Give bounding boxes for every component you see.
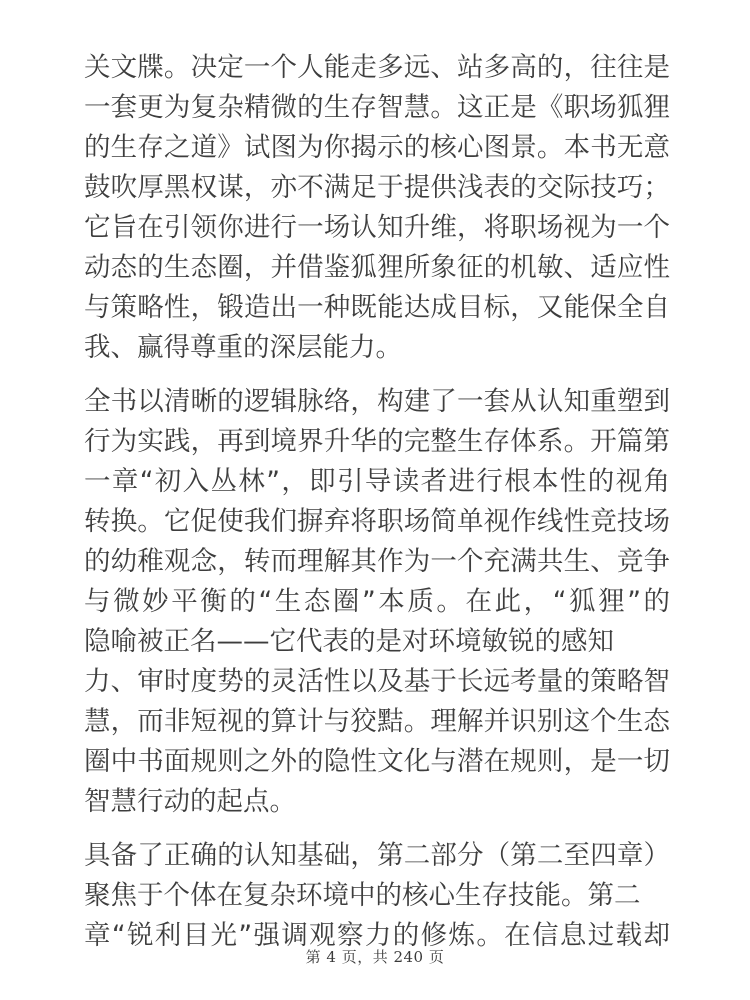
text-line: 慧，而非短视的算计与狡黠。理解并识别这个生态 xyxy=(84,706,670,737)
text-line: 我、赢得尊重的深层能力。 xyxy=(84,332,402,363)
text-line: 关文牒。决定一个人能走多远、站多高的，往往是 xyxy=(84,52,670,83)
text-line: 聚焦于个体在复杂环境中的核心生存技能。第二 xyxy=(84,880,641,911)
text-line: 它旨在引领你进行一场认知升维，将职场视为一个 xyxy=(84,212,670,243)
text-line: 具备了正确的认知基础，第二部分（第二至四章） xyxy=(84,840,670,871)
text-line: 的生存之道》试图为你揭示的核心图景。本书无意 xyxy=(84,132,670,163)
paragraph xyxy=(84,382,670,822)
text-line: 全书以清晰的逻辑脉络，构建了一套从认知重塑到 xyxy=(84,386,670,417)
text-line: 行为实践，再到境界升华的完整生存体系。开篇第 xyxy=(84,426,670,457)
text-line: 力、审时度势的灵活性以及基于长远考量的策略智 xyxy=(84,666,670,697)
paragraph xyxy=(84,48,670,368)
text-line: 与策略性，锻造出一种既能达成目标，又能保全自 xyxy=(84,292,670,323)
text-line: 鼓吹厚黑权谋，亦不满足于提供浅表的交际技巧； xyxy=(84,172,670,203)
text-line: 一套更为复杂精微的生存智慧。这正是《职场狐狸 xyxy=(84,92,670,123)
text-line: 动态的生态圈，并借鉴狐狸所象征的机敏、适应性 xyxy=(84,252,670,283)
text-line: 智慧行动的起点。 xyxy=(84,786,296,817)
paragraph xyxy=(84,836,670,956)
text-line: 隐喻被正名——它代表的是对环境敏锐的感知 xyxy=(84,626,614,657)
text-line: 一章“初入丛林”，即引导读者进行根本性的视角 xyxy=(84,466,670,497)
page-number-indicator: 第 4 页，共 240 页 xyxy=(305,948,445,966)
page-footer xyxy=(0,946,750,968)
text-line: 的幼稚观念，转而理解其作为一个充满共生、竞争 xyxy=(84,546,670,577)
text-line: 转换。它促使我们摒弃将职场简单视作线性竞技场 xyxy=(84,506,670,537)
text-line: 与微妙平衡的“生态圈”本质。在此，“狐狸”的 xyxy=(84,586,670,617)
text-line: 章“锐利目光”强调观察力的修炼。在信息过载却 xyxy=(84,920,670,951)
text-line: 圈中书面规则之外的隐性文化与潜在规则，是一切 xyxy=(84,746,670,777)
page-content xyxy=(84,48,670,970)
